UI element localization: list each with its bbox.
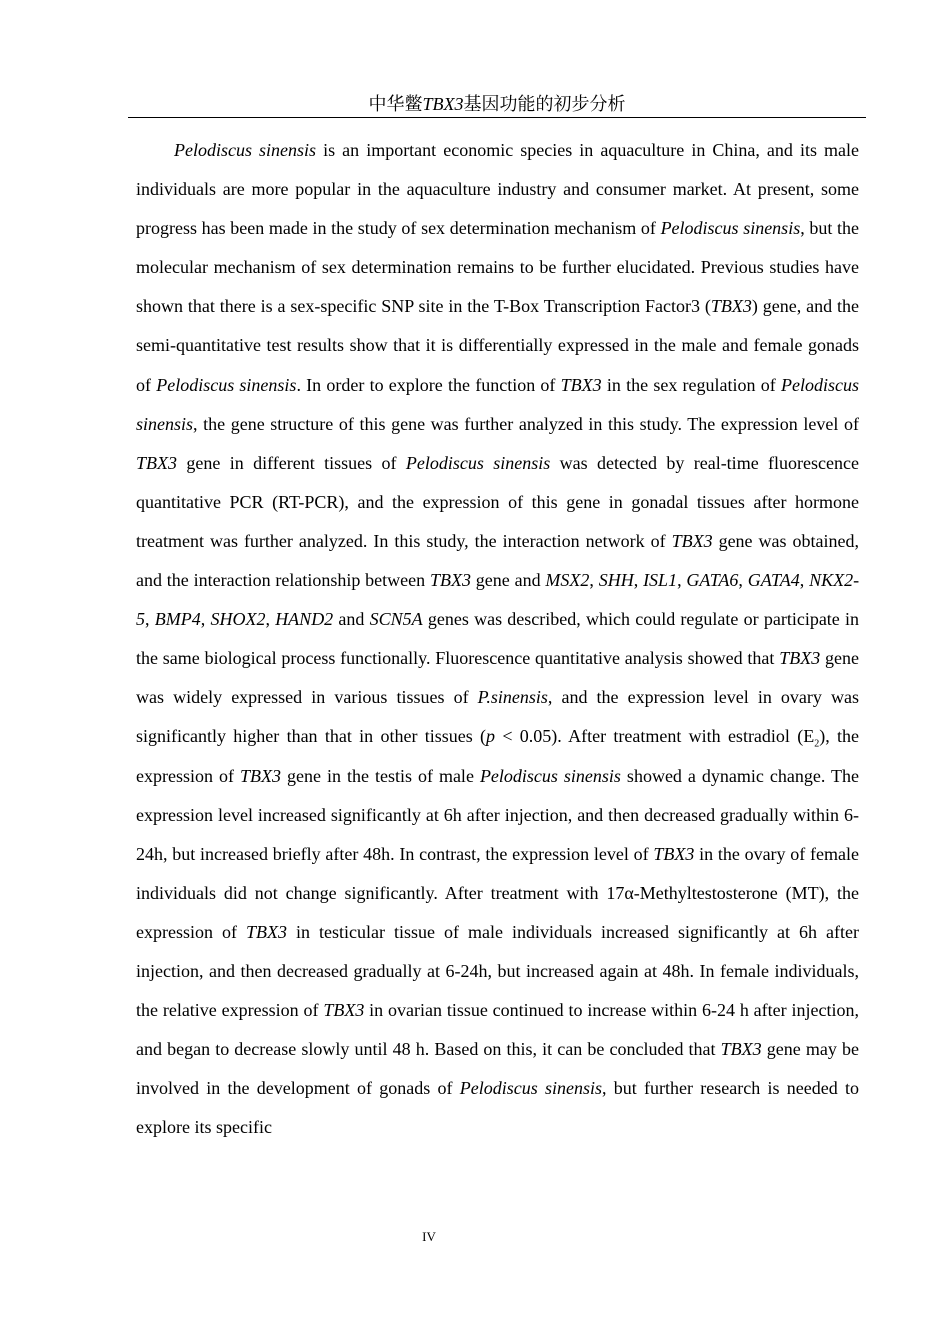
abstract-text: is an important economic species in aquaculture in China, and its male individuals are more popular in the aquaculture industry and consumer market. At present, some progress has been made in the study of sex determination mechanism of xyxy=(136,140,859,239)
running-header xyxy=(128,92,866,116)
species-name: Pelodiscus sinensis xyxy=(479,765,621,786)
abstract-text: , but the molecular mechanism of sex determination remains to be further elucidated. Previous studies have shown that there is a sex-specific SNP site in the T-Box Transcription Factor3 ( xyxy=(136,218,859,317)
gene-name: ISL1 xyxy=(643,570,678,591)
abstract-text: gene and xyxy=(470,570,546,591)
abstract-text: , xyxy=(738,570,748,591)
species-name: Pelodiscus sinensis xyxy=(459,1078,603,1099)
abstract-text: ) gene, and the semi-quantitative test results show that it is differentially expressed in the male and female gonads of xyxy=(136,296,859,395)
species-name: Pelodiscus sinensis xyxy=(660,218,801,239)
species-name: Pelodiscus sinensis xyxy=(174,140,317,160)
abstract-text: < 0.05). After treatment with estradiol (E xyxy=(495,726,815,747)
gene-name: TBX3 xyxy=(239,765,281,786)
gene-name: TBX3 xyxy=(429,570,471,591)
abstract-text: gene was widely expressed in various tissues of xyxy=(136,648,860,708)
gene-name: TBX3 xyxy=(779,648,821,669)
abstract-text: gene in the testis of male xyxy=(281,765,480,786)
species-name: Pelodiscus sinensis xyxy=(405,452,551,473)
gene-name: BMP4 xyxy=(154,609,201,630)
abstract-text: in the ovary of female individuals did not change significantly. After treatment with 17α-Methyltestosterone (MT), the expression of xyxy=(136,843,860,942)
abstract-text: gene may be involved in the development of gonads of xyxy=(136,1039,859,1099)
gene-name: TBX3 xyxy=(246,921,288,942)
gene-name: TBX3 xyxy=(653,843,695,864)
gene-name: GATA6 xyxy=(686,570,739,591)
header-prefix: 中华鳖 xyxy=(368,94,423,114)
gene-name: TBX3 xyxy=(671,530,713,551)
abstract-text: in ovarian tissue continued to increase within 6-24 h after injection, and began to decrease slowly until 48 h. Based on this, it can be concluded that xyxy=(136,1000,859,1060)
abstract-text: , xyxy=(677,570,687,591)
abstract-text: ), the expression of xyxy=(136,726,860,786)
species-name: Pelodiscus sinensis xyxy=(156,374,297,395)
gene-name: GATA4 xyxy=(747,570,800,591)
gene-name: SHH xyxy=(598,570,634,591)
abstract-text: , xyxy=(200,609,211,630)
abstract-text: . In order to explore the function of xyxy=(296,374,561,395)
abstract-text: , but further research is needed to explore its specific xyxy=(136,1078,859,1138)
abstract-text: in the sex regulation of xyxy=(601,374,781,395)
gene-name: TBX3 xyxy=(720,1039,762,1060)
gene-name: MSX2 xyxy=(545,570,590,591)
abstract-text: , xyxy=(633,570,644,591)
header-rule xyxy=(128,117,866,118)
gene-name: TBX3 xyxy=(710,296,752,317)
abstract-text: showed a dynamic change. The expression level increased significantly at 6h after injection, and then decreased gradually within 6-24h, but increased briefly after 48h. In contrast, the expression level of xyxy=(136,765,860,864)
abstract-text: in testicular tissue of male individuals increased significantly at 6h after injection, and then decreased gradually at 6-24h, but increased again at 48h. In female individuals, the relative expression of xyxy=(136,921,860,1021)
abstract-text: , the gene structure of this gene was further analyzed in this study. The expression level of xyxy=(193,413,859,434)
abstract-text: and xyxy=(333,609,370,630)
gene-name: SHOX2 xyxy=(210,609,266,630)
abstract-text: gene in different tissues of xyxy=(177,452,406,473)
abstract-text: , xyxy=(145,609,155,630)
abstract-text: genes was described, which could regulate or participate in the same biological process functionally. Fluorescence quantitative analysis showed that xyxy=(136,609,860,669)
p-value-symbol: p xyxy=(486,726,496,747)
abstract-text: , and the expression level in ovary was significantly higher than that in other tissues ( xyxy=(136,687,859,747)
header-gene-name: TBX3 xyxy=(422,94,464,114)
header-suffix: 基因功能的初步分析 xyxy=(463,94,626,114)
abstract-text: was detected by real-time fluorescence quantitative PCR (RT-PCR), and the expression of this gene in gonadal tissues after hormone treatment was further analyzed. In this study, the interaction network of xyxy=(136,452,859,551)
gene-name: NKX2-5 xyxy=(136,570,860,630)
gene-name: SCN5A xyxy=(369,609,423,630)
gene-name: TBX3 xyxy=(323,1000,365,1021)
gene-name: HAND2 xyxy=(275,609,334,630)
abstract-text: , xyxy=(799,570,810,591)
abstract-text: , xyxy=(265,609,276,630)
abstract-paragraph xyxy=(136,131,859,1147)
abstract-text: gene was obtained, and the interaction relationship between xyxy=(136,530,860,591)
species-name: P.sinensis xyxy=(477,687,548,708)
subscript: 2 xyxy=(814,739,820,750)
gene-name: TBX3 xyxy=(560,374,602,395)
gene-name: TBX3 xyxy=(136,452,178,473)
abstract-text: , xyxy=(589,570,599,591)
page-number: IV xyxy=(422,1229,436,1244)
species-name: Pelodiscus sinensis xyxy=(136,374,859,434)
